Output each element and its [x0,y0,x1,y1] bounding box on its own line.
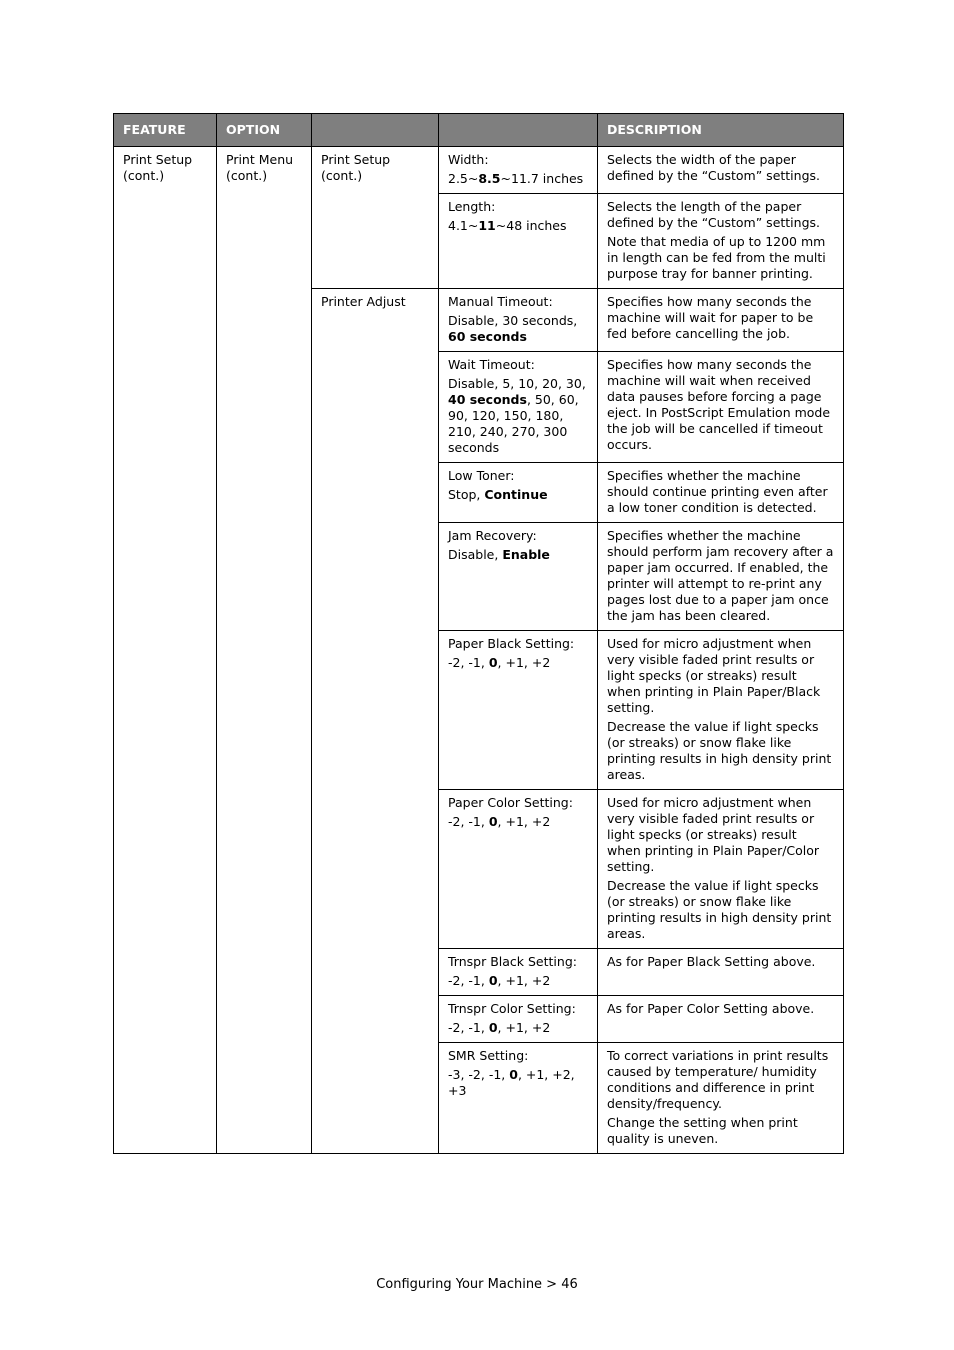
description-cell [598,463,844,523]
setting-values [448,655,588,671]
description-paragraph: Decrease the value if light specks (or streaks) or snow flake like printing results in high density print areas. [607,878,832,941]
default-value: 0 [488,655,498,670]
value-text: -3, -2, -1, [448,1067,510,1082]
description-paragraph: As for Paper Black Setting above. [607,954,816,969]
setting-cell [439,996,598,1043]
setting-values [448,814,588,830]
value-text: -2, -1, [448,1020,489,1035]
description-cell [598,523,844,631]
setting-cell [439,289,598,352]
description-paragraph: Selects the width of the paper defined by the “Custom” settings. [607,152,821,183]
setting-cell [439,949,598,996]
value-text: ~48 inches [495,218,567,233]
default-value: 60 seconds [448,329,527,344]
setting-values [448,973,588,989]
setting-values [448,1067,588,1099]
setting-values [448,1020,588,1036]
description-cell [598,631,844,790]
setting-cell [439,352,598,463]
description-paragraph: Note that media of up to 1200 mm in length can be fed from the multi purpose tray for banner printing. [607,234,826,281]
default-value: Continue [484,487,548,502]
description-paragraph: Specifies how many seconds the machine will wait when received data pauses before forcing a page eject. In PostScript Emulation mode the job will be cancelled if timeout occurs. [607,357,831,452]
value-text: ~11.7 inches [500,171,584,186]
setting-name: SMR Setting: [448,1048,529,1063]
value-text: Disable, [448,547,503,562]
value-text: Disable, 30 seconds, [448,313,578,328]
header-description: DESCRIPTION [598,114,844,147]
setting-cell [439,790,598,949]
header-row [114,114,844,147]
setting-values [448,313,588,345]
description-paragraph: Specifies whether the machine should perform jam recovery after a paper jam occurred. If enabled, the printer will attempt to re-print any pages lost due to a paper jam once the jam has been cleared. [607,528,834,623]
header-feature: FEATURE [114,114,217,147]
settings-table [113,113,844,1154]
description-cell [598,194,844,289]
value-text: , 50, 60, 90, 120, 150, 180, 210, 240, 270, 300 seconds [448,392,579,455]
description-paragraph: As for Paper Color Setting above. [607,1001,815,1016]
setting-values [448,547,588,563]
description-paragraph: Change the setting when print quality is uneven. [607,1115,798,1146]
default-value: 40 seconds [448,392,527,407]
default-value: 8.5 [478,171,501,186]
setting-cell [439,463,598,523]
description-paragraph: To correct variations in print results caused by temperature/ humidity conditions and difference in print density/frequency. [607,1048,829,1111]
description-cell [598,996,844,1043]
header-col4 [439,114,598,147]
description-cell [598,147,844,194]
feature-cell: Print Setup (cont.) [114,147,217,1154]
setting-cell [439,1043,598,1154]
setting-cell [439,631,598,790]
value-text: , +1, +2 [497,814,551,829]
value-text: , +1, +2 [497,973,551,988]
value-text: Stop, [448,487,485,502]
group-cell-print-setup: Print Setup (cont.) [312,147,439,289]
value-text: Disable, 5, 10, 20, 30, [448,376,586,391]
description-paragraph: Specifies whether the machine should continue printing even after a low toner condition is detected. [607,468,828,515]
description-cell [598,949,844,996]
description-paragraph: Selects the length of the paper defined by the “Custom” settings. [607,199,821,230]
group-cell-printer-adjust: Printer Adjust [312,289,439,1154]
setting-name: Manual Timeout: [448,294,553,309]
setting-values [448,376,588,456]
setting-name: Width: [448,152,489,167]
setting-cell [439,194,598,289]
value-text: , +1, +2 [497,655,551,670]
description-paragraph: Used for micro adjustment when very visible faded print results or light specks (or streaks) result when printing in Plain Paper/Color setting. [607,795,820,874]
value-text: 2.5~ [448,171,479,186]
setting-values [448,487,588,503]
value-text: -2, -1, [448,814,489,829]
option-cell: Print Menu (cont.) [217,147,312,1154]
value-text: , +1, +2, +3 [448,1067,575,1098]
setting-values [448,171,588,187]
default-value: 0 [488,1020,498,1035]
description-cell [598,790,844,949]
description-cell [598,289,844,352]
description-paragraph: Decrease the value if light specks (or streaks) or snow flake like printing results in high density print areas. [607,719,832,782]
setting-cell [439,523,598,631]
value-text: -2, -1, [448,973,489,988]
table-row [114,147,844,194]
setting-cell [439,147,598,194]
description-paragraph: Specifies how many seconds the machine will wait for paper to be fed before cancelling the job. [607,294,814,341]
default-value: 0 [509,1067,518,1082]
default-value: Enable [502,547,550,562]
header-col3 [312,114,439,147]
setting-name: Jam Recovery: [448,528,537,543]
description-cell [598,1043,844,1154]
setting-name: Low Toner: [448,468,515,483]
setting-name: Length: [448,199,496,214]
page-footer: Configuring Your Machine > 46 [376,1277,578,1292]
value-text: 4.1~ [448,218,479,233]
setting-name: Trnspr Color Setting: [448,1001,576,1016]
setting-name: Trnspr Black Setting: [448,954,577,969]
description-cell [598,352,844,463]
value-text: , +1, +2 [497,1020,551,1035]
default-value: 11 [478,218,496,233]
value-text: -2, -1, [448,655,489,670]
setting-name: Paper Color Setting: [448,795,573,810]
default-value: 0 [488,973,498,988]
description-paragraph: Used for micro adjustment when very visible faded print results or light specks (or streaks) result when printing in Plain Paper/Black setting. [607,636,821,715]
default-value: 0 [488,814,498,829]
setting-name: Wait Timeout: [448,357,535,372]
setting-values [448,218,588,234]
header-option: OPTION [217,114,312,147]
setting-name: Paper Black Setting: [448,636,575,651]
